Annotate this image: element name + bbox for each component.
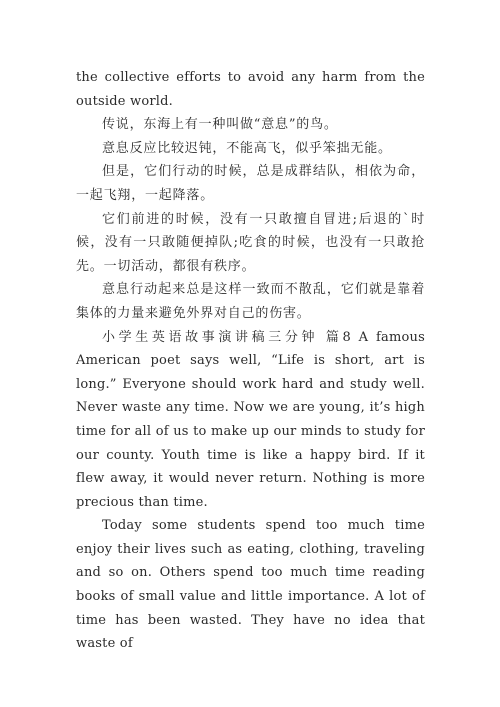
paragraph-4: 但是，它们行动的时候，总是成群结队，相依为命，一起飞翔，一起降落。	[76, 164, 425, 203]
document-page	[76, 66, 425, 656]
paragraph-2: 传说，东海上有一种叫做“意息”的鸟。	[102, 117, 338, 133]
paragraph-1: the collective efforts to avoid any harm from the outside world.	[76, 70, 425, 109]
paragraph-8: Today some students spend too much time enjoy their lives such as eating, clothing, traveling and so on. Others spend too much time reading books of small value and little importance. A lot of time has been wasted. They have no idea that waste of	[76, 518, 425, 652]
paragraph-6: 意息行动起来总是这样一致而不散乱，它们就是靠着集体的力量来避免外界对自己的伤害。	[76, 282, 425, 321]
paragraph-5: 它们前进的时候，没有一只敢擅自冒进;后退的`时候，没有一只敢随便掉队;吃食的时候，也没有一只敢抢先。一切活动，都很有秩序。	[76, 211, 425, 274]
paragraph-7: 小学生英语故事演讲稿三分钟 篇8 A famous American poet says well, “Life is short, art is long.” Everyone should work hard and study well. Never waste any time. Now we are young, it’s high time for all of us to make up our minds to study for our county. Youth time is like a happy bird. If it flew away, it would never return. Nothing is more precious than time.	[76, 329, 425, 510]
paragraph-3: 意息反应比较迟钝，不能高飞，似乎笨拙无能。	[102, 140, 392, 156]
